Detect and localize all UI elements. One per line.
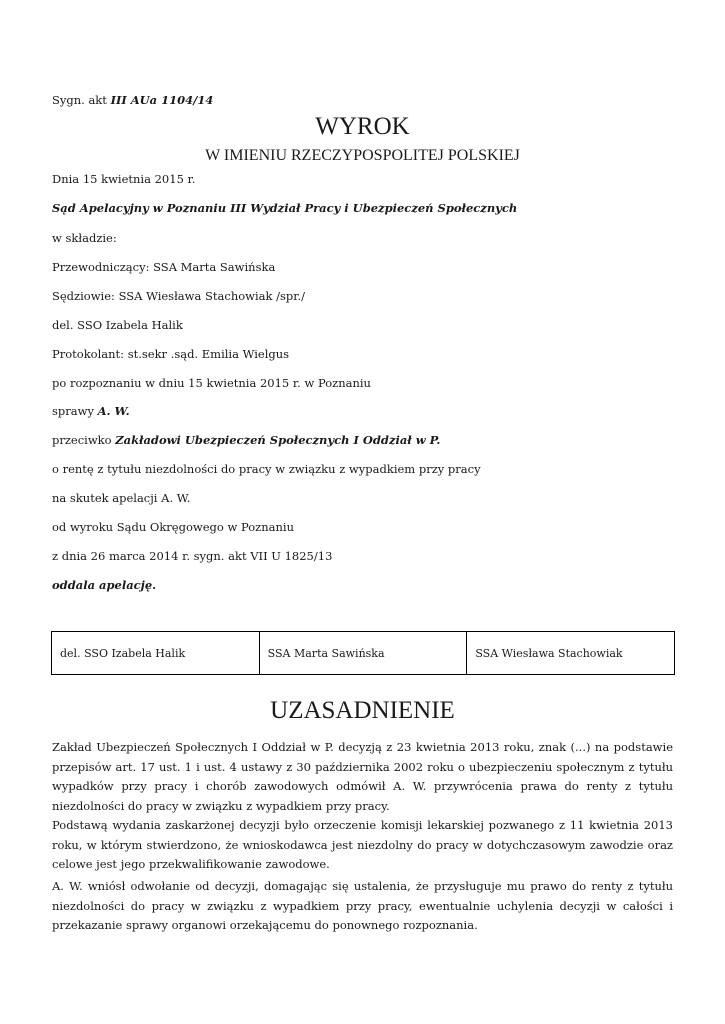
justification-paragraph: A. W. wniósł odwołanie od decyzji, domagając się ustalenia, że przysługuje mu prawo do renty z tytułu niezdolności do pracy w związku z wypadkiem przy pracy, ewentualnie uchylenia decyzji w całości i przekazanie sprawy organowi orzekającemu do ponownego rozpoznania.	[52, 879, 673, 932]
justification-paragraph: Zakład Ubezpieczeń Społecznych I Oddział w P. decyzją z 23 kwietnia 2013 roku, znak (...) na podstawie przepisów art. 17 ust. 1 i ust. 4 ustawy z 30 października 2002 roku o ubezpieczeniu społecznym z tytułu wypadków przy pracy i chorób zawodowych odmówił A. W. przywrócenia prawa do renty z tytułu niezdolności do pracy w związku z wypadkiem przy pracy.	[52, 740, 673, 813]
signature-cell: SSA Marta Sawińska	[260, 632, 468, 674]
case-signature-prefix: Sygn. akt	[52, 93, 111, 107]
hearing-info: po rozpoznaniu w dniu 15 kwietnia 2015 r. w Poznaniu	[52, 376, 371, 390]
document-title: WYROK	[315, 113, 410, 140]
case-subject: o rentę z tytułu niezdolności do pracy w związku z wypadkiem przy pracy	[52, 462, 481, 476]
justification-paragraph: Podstawą wydania zaskarżonej decyzji było orzeczenie komisji lekarskiej pozwanego z 11 kwietnia 2013 roku, w którym stwierdzono, że wnioskodawca jest niezdolny do pracy w dotychczasowym zawodzie oraz celowe jest jego przekwalifikowanie zawodowe.	[52, 818, 673, 871]
presiding-judge: Przewodniczący: SSA Marta Sawińska	[52, 260, 276, 274]
signature-cell: SSA Wiesława Stachowiak	[475, 646, 623, 660]
verdict-date: Dnia 15 kwietnia 2015 r.	[52, 172, 196, 186]
clerk: Protokolant: st.sekr .sąd. Emilia Wielgus	[52, 347, 290, 361]
signature-cell: del. SSO Izabela Halik	[52, 632, 260, 674]
against-line	[52, 433, 440, 447]
case-party-line	[52, 404, 130, 418]
judgment-date: z dnia 26 marca 2014 r. sygn. akt VII U 1825/13	[52, 549, 333, 563]
judges: Sędziowie: SSA Wiesława Stachowiak /spr./	[52, 289, 306, 303]
composition-intro: w składzie:	[52, 231, 117, 245]
signatures-table	[51, 631, 675, 675]
lower-court-judgment: od wyroku Sądu Okręgowego w Poznaniu	[52, 520, 294, 534]
ruling: oddala apelację.	[52, 578, 157, 592]
case-party: A. W.	[97, 404, 130, 418]
delegated-judge: del. SSO Izabela Halik	[52, 318, 183, 332]
against-party: Zakładowi Ubezpieczeń Społecznych I Oddział w P.	[115, 433, 441, 447]
against-prefix: przeciwko	[52, 433, 116, 447]
case-prefix: sprawy	[52, 404, 98, 418]
justification-title: UZASADNIENIE	[270, 697, 455, 724]
document-subtitle: W IMIENIU RZECZYPOSPOLITEJ POLSKIEJ	[205, 147, 520, 164]
case-signature	[52, 93, 213, 107]
case-signature-number: III AUa 1104/14	[110, 93, 214, 107]
court-name: Sąd Apelacyjny w Poznaniu III Wydział Pracy i Ubezpieczeń Społecznych	[52, 201, 518, 215]
appeal-info: na skutek apelacji A. W.	[52, 491, 191, 505]
